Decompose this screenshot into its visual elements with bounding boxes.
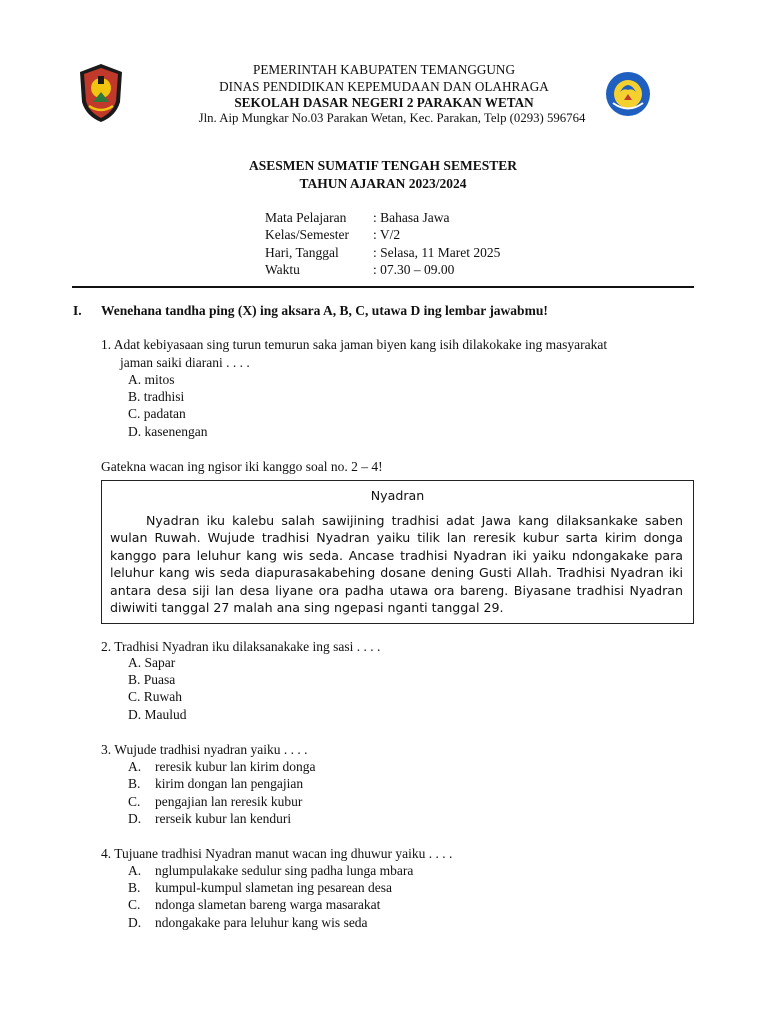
section-instruction: Wenehana tandha ping (X) ing aksara A, B, C, utawa D ing lembar jawabmu! bbox=[101, 303, 548, 318]
question-1-stem-cont: jaman saiki diarani . . . . bbox=[120, 355, 250, 370]
option-text: kirim dongan lan pengajian bbox=[155, 776, 304, 791]
passage-line: leluhur kang wis seda diapurasakabehing dosane dening Gusti Allah. Tradhisi Nyadran iki bbox=[110, 565, 683, 580]
option-letter: D. bbox=[128, 811, 142, 826]
meta-date bbox=[265, 244, 500, 261]
meta-value: : 07.30 – 09.00 bbox=[373, 262, 455, 277]
option-text: kumpul-kumpul slametan ing pesarean desa bbox=[155, 880, 392, 895]
option-letter: C. bbox=[128, 897, 141, 912]
meta-class bbox=[265, 226, 400, 243]
option-letter: D. bbox=[128, 915, 142, 930]
question-3-option-c bbox=[128, 793, 302, 811]
meta-subject bbox=[265, 209, 449, 226]
option-text: reresik kubur lan kirim donga bbox=[155, 759, 316, 774]
option-letter: B. bbox=[128, 776, 141, 791]
option-letter: A. bbox=[128, 863, 142, 878]
meta-label: Mata Pelajaran bbox=[265, 210, 347, 225]
meta-value: : Bahasa Jawa bbox=[373, 210, 450, 225]
question-3-stem: 3. Wujude tradhisi nyadran yaiku . . . . bbox=[101, 742, 308, 757]
exam-title: ASESMEN SUMATIF TENGAH SEMESTER bbox=[249, 158, 517, 173]
passage-title: Nyadran bbox=[370, 488, 425, 503]
question-4-option-a bbox=[128, 862, 413, 880]
exam-year: TAHUN AJARAN 2023/2024 bbox=[299, 176, 467, 191]
meta-label: Hari, Tanggal bbox=[265, 245, 339, 260]
option-text: ndongakake para leluhur kang wis seda bbox=[155, 915, 368, 930]
option-text: rerseik kubur lan kenduri bbox=[155, 811, 292, 826]
question-2-option-c: C. Ruwah bbox=[128, 689, 182, 704]
header-department: DINAS PENDIDIKAN KEPEMUDAAN DAN OLAHRAGA bbox=[219, 79, 549, 94]
question-4-option-d bbox=[128, 914, 368, 932]
passage-line: antara desa siji lan desa liyane ora padha utawa ora bareng. Biyasane tradhisi Nyadran bbox=[110, 583, 683, 598]
meta-label: Waktu bbox=[265, 262, 300, 277]
meta-value: : V/2 bbox=[373, 227, 401, 242]
question-2-stem: 2. Tradhisi Nyadran iku dilaksanakake ing sasi . . . . bbox=[101, 639, 381, 654]
question-1-stem: 1. Adat kebiyasaan sing turun temurun saka jaman biyen kang isih dilakokake ing masyarakat bbox=[101, 337, 608, 352]
question-3-option-b bbox=[128, 775, 303, 793]
header-school-name: SEKOLAH DASAR NEGERI 2 PARAKAN WETAN bbox=[234, 95, 534, 110]
passage-intro: Gatekna wacan ing ngisor iki kanggo soal no. 2 – 4! bbox=[101, 459, 383, 474]
question-3-option-d bbox=[128, 810, 291, 828]
section-number: I. bbox=[73, 303, 82, 318]
question-2-option-d: D. Maulud bbox=[128, 707, 187, 722]
passage-line: diwiwiti tanggal 27 malah ana sing ngepasi nganti tanggal 29. bbox=[110, 600, 504, 615]
question-2-option-a: A. Sapar bbox=[128, 655, 176, 670]
header-government: PEMERINTAH KABUPATEN TEMANGGUNG bbox=[253, 62, 515, 77]
header-address: Jln. Aip Mungkar No.03 Parakan Wetan, Kec. Parakan, Telp (0293) 596764 bbox=[198, 111, 586, 125]
question-1-option-a: A. mitos bbox=[128, 372, 175, 387]
passage-line: kanggo para leluhur kang wis seda. Ancase tradhisi Nyadran iki yaiku ndongakake para bbox=[110, 548, 683, 563]
divider bbox=[72, 286, 694, 288]
option-text: nglumpulakake sedulur sing padha lunga mbara bbox=[155, 863, 414, 878]
question-1-option-b: B. tradhisi bbox=[128, 389, 185, 404]
option-letter: B. bbox=[128, 880, 141, 895]
passage-box bbox=[101, 480, 694, 624]
question-2-option-b: B. Puasa bbox=[128, 672, 176, 687]
option-letter: C. bbox=[128, 794, 141, 809]
question-4-option-b bbox=[128, 879, 392, 897]
question-3-option-a bbox=[128, 758, 315, 776]
question-1-option-d: D. kasenengan bbox=[128, 424, 208, 439]
question-1-option-c: C. padatan bbox=[128, 406, 186, 421]
option-letter: A. bbox=[128, 759, 142, 774]
option-text: pengajian lan reresik kubur bbox=[155, 794, 303, 809]
question-4-option-c bbox=[128, 896, 380, 914]
meta-time bbox=[265, 261, 454, 278]
meta-label: Kelas/Semester bbox=[265, 227, 349, 242]
passage-line: Nyadran iku kalebu salah sawijining tradhisi adat Jawa kang dilaksankake saben bbox=[146, 513, 683, 528]
question-4-stem: 4. Tujuane tradhisi Nyadran manut wacan ing dhuwur yaiku . . . . bbox=[101, 846, 453, 861]
option-text: ndonga slametan bareng warga masarakat bbox=[155, 897, 381, 912]
meta-value: : Selasa, 11 Maret 2025 bbox=[373, 245, 501, 260]
passage-line: wulan Ruwah. Wujude tradhisi Nyadran yaiku tilik lan reresik kubur sarta kirim donga bbox=[110, 530, 683, 545]
